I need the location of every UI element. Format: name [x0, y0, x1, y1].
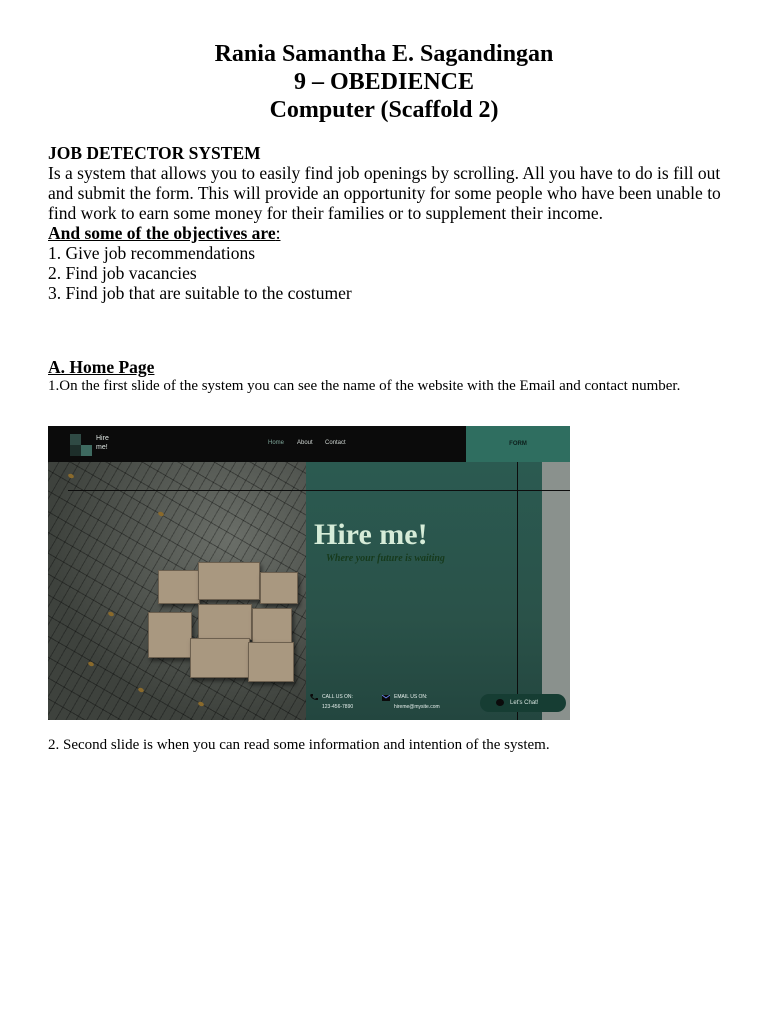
box: [148, 612, 192, 658]
chat-label: Let's Chat!: [510, 700, 539, 706]
box: [198, 604, 252, 640]
section-a: [48, 357, 728, 396]
leaf: [67, 473, 74, 479]
call-number: 123-456-7890: [322, 704, 354, 710]
hero-divider-vertical: [517, 462, 518, 720]
objectives-heading: And some of the objectives are: [48, 223, 276, 243]
call-label: CALL US ON:: [322, 694, 353, 700]
box: [248, 642, 294, 682]
objective-item: 3. Find job that are suitable to the costumer: [48, 283, 352, 303]
intro-block: [48, 143, 728, 303]
nav-contact[interactable]: Contact: [325, 440, 346, 446]
leaf: [137, 687, 144, 693]
caption-first-slide: 1.On the first slide of the system you can see the name of the website with the Email and contact number.: [48, 378, 681, 394]
author-name: Rania Samantha E. Sagandingan: [214, 41, 554, 67]
form-button[interactable]: FORM: [466, 426, 570, 462]
phone-icon: [310, 694, 318, 700]
chat-bubble-icon: [496, 699, 504, 706]
box: [260, 572, 298, 604]
caption-second-slide: 2. Second slide is when you can read some information and intention of the system.: [48, 737, 550, 753]
email-icon: [382, 695, 390, 701]
boxes-photo: [48, 462, 308, 720]
box: [190, 638, 250, 678]
objectives-colon: :: [275, 223, 281, 243]
nav-about[interactable]: About: [297, 440, 313, 446]
objective-item: 2. Find job vacancies: [48, 263, 197, 283]
system-heading: JOB DETECTOR SYSTEM: [48, 143, 261, 163]
logo-text[interactable]: Hire me!: [96, 435, 109, 451]
course-title: Computer (Scaffold 2): [269, 97, 499, 123]
objectives-heading-line: [48, 223, 728, 243]
box: [252, 608, 292, 644]
hero-panel: [306, 462, 570, 720]
section-a-title: A. Home Page: [48, 357, 155, 377]
system-description: Is a system that allows you to easily find job openings by scrolling. All you have to do is fill out and submit the form. This will provide an opportunity for some people who have been unable to find work to earn some money for their families or to supplement their income.: [48, 163, 721, 223]
site-navbar: [48, 426, 570, 462]
box: [198, 562, 260, 600]
leaf: [87, 661, 94, 667]
objective-item: 1. Give job recommendations: [48, 243, 256, 263]
hero-side-strip: [542, 462, 570, 720]
email-address: hireme@mysite.com: [394, 704, 440, 710]
class-section: 9 – OBEDIENCE: [293, 69, 475, 95]
hero-title: Hire me!: [314, 518, 428, 551]
logo-icon[interactable]: [70, 434, 92, 456]
email-label: EMAIL US ON:: [394, 694, 428, 700]
nav-home[interactable]: Home: [268, 440, 285, 446]
hero-subtitle: Where your future is waiting: [326, 553, 445, 564]
hero-divider-horizontal: [68, 490, 570, 491]
leaf: [157, 511, 164, 517]
document-header: [0, 40, 768, 124]
home-page-screenshot: [48, 426, 570, 720]
box: [158, 570, 200, 604]
leaf: [107, 611, 114, 617]
lets-chat-button[interactable]: [480, 694, 566, 712]
leaf: [197, 701, 204, 707]
